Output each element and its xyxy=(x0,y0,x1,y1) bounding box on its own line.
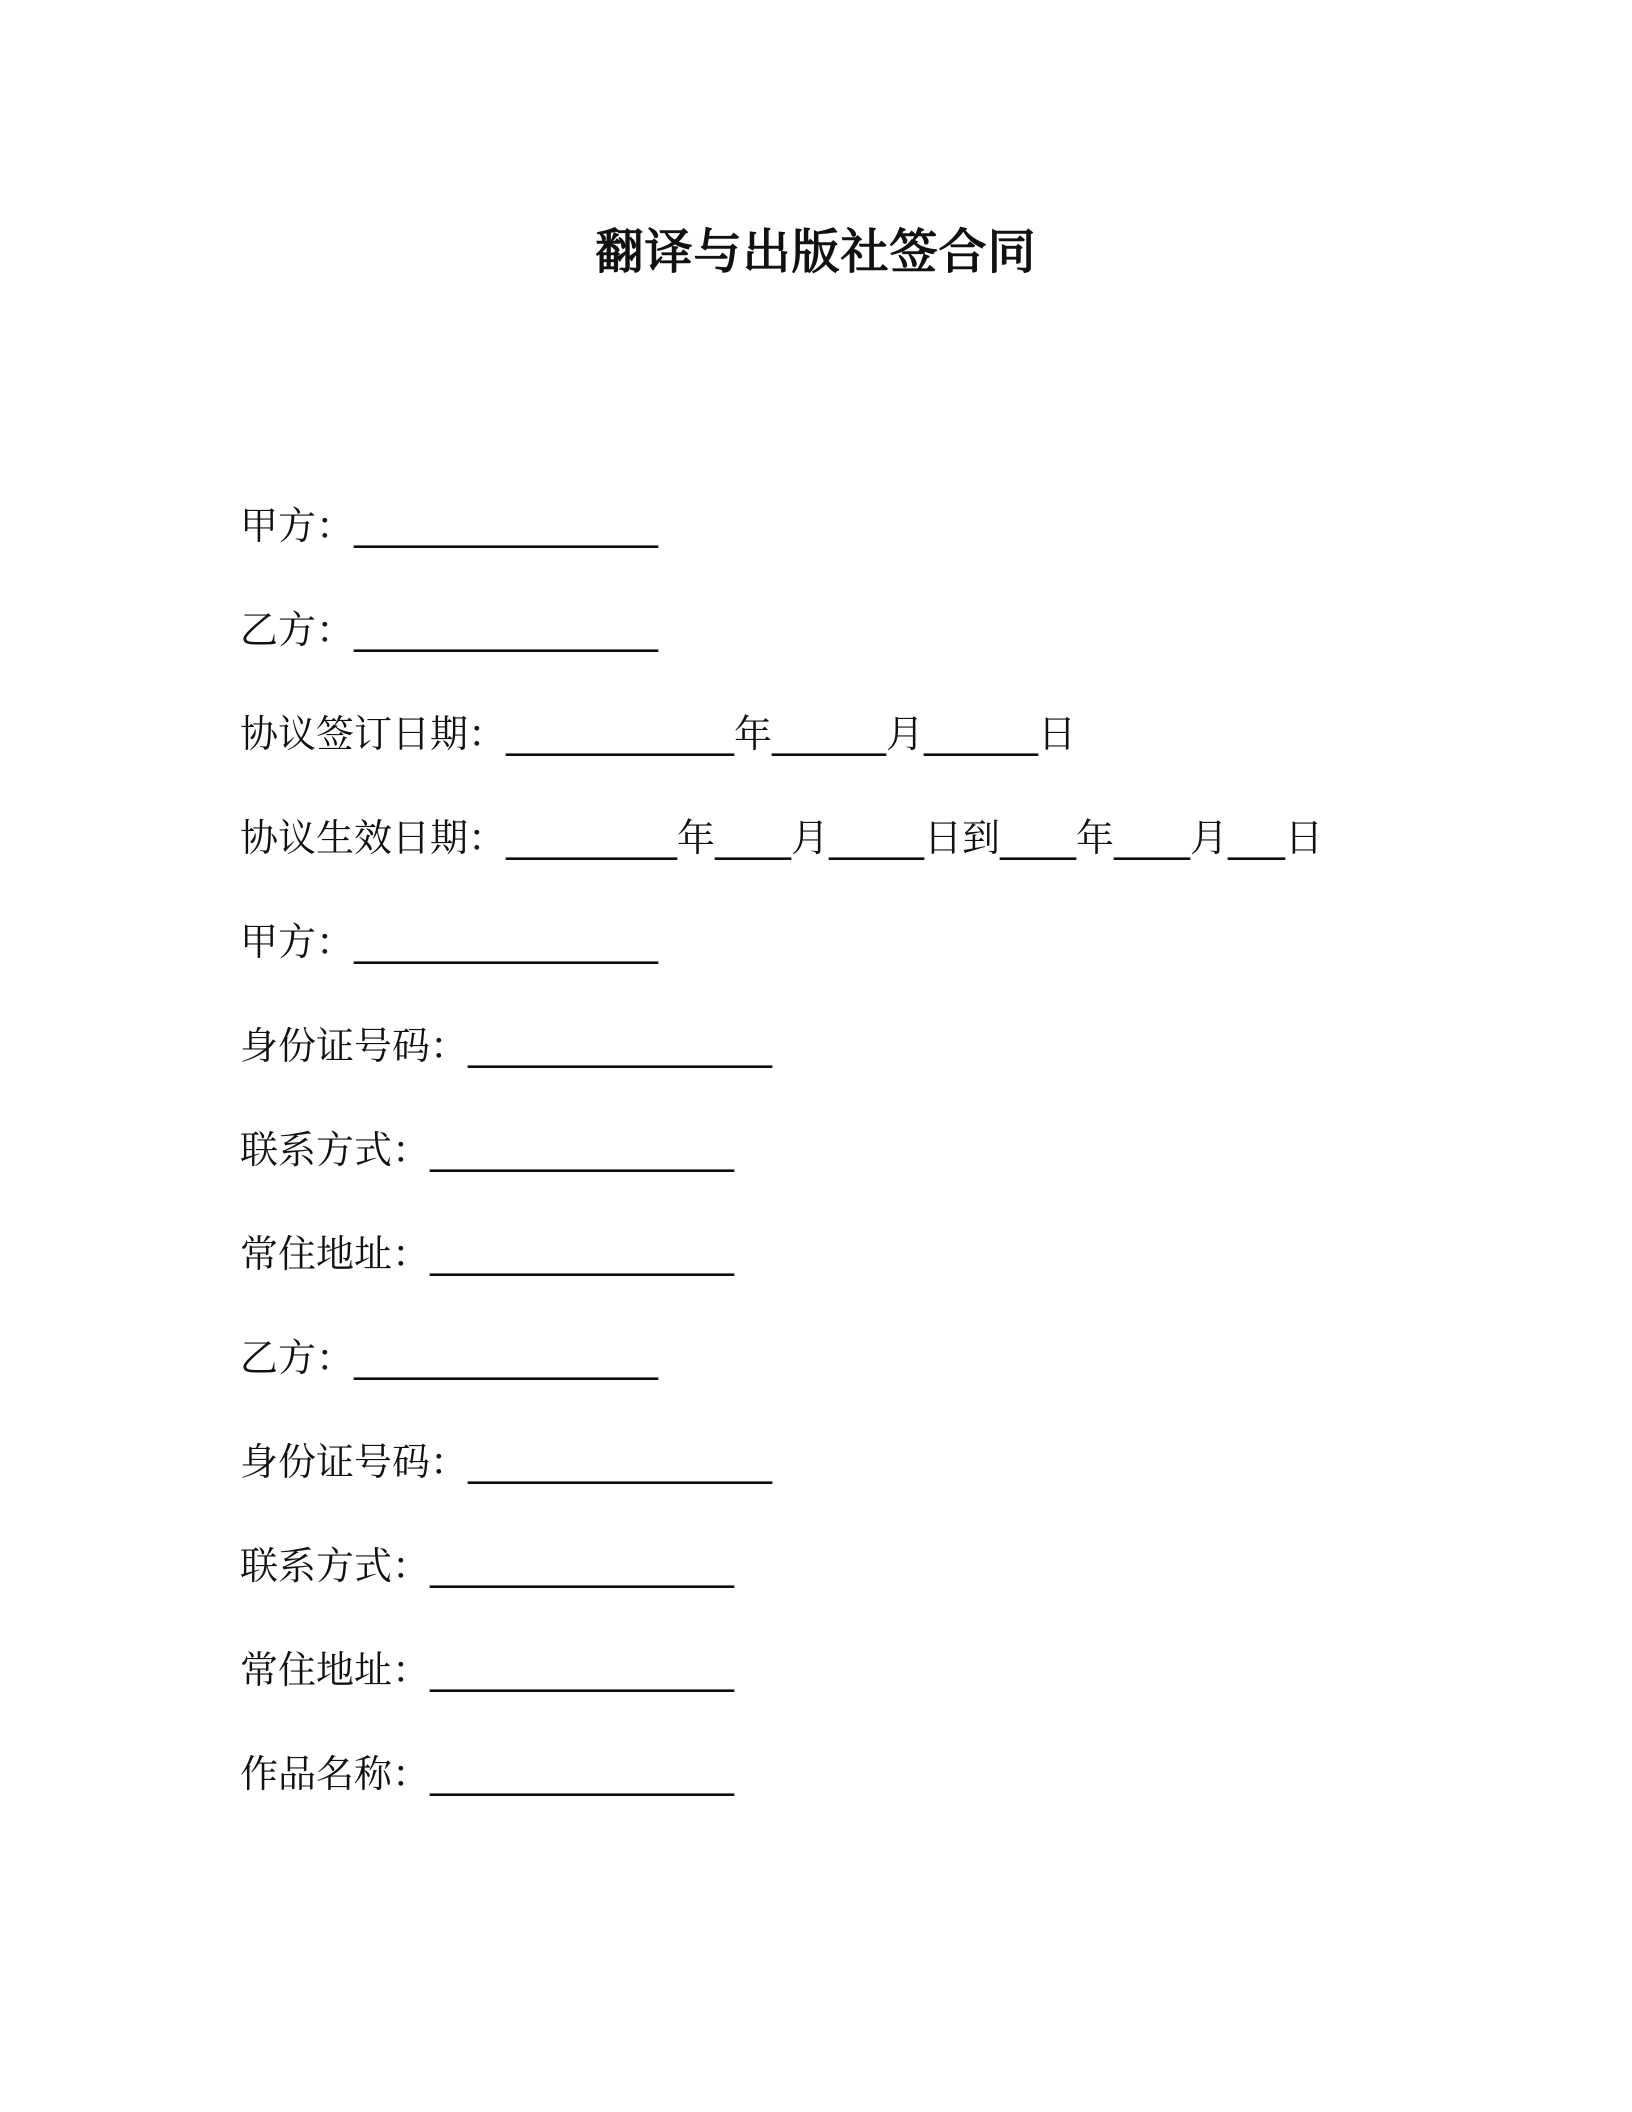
effective-date-field: 协议生效日期：_________年____月_____日到____年____月___日 xyxy=(240,816,1324,860)
party-a-field: 甲方：________________ xyxy=(240,504,659,548)
party-a-address-field: 常住地址：________________ xyxy=(240,1232,735,1276)
party-b-contact-field: 联系方式：________________ xyxy=(240,1544,735,1588)
document-title: 翻译与出版社签合同 xyxy=(595,224,1037,280)
party-b-name-field: 乙方：________________ xyxy=(240,1336,659,1380)
work-title-field: 作品名称：________________ xyxy=(240,1752,735,1796)
party-a-name-field: 甲方：________________ xyxy=(240,920,659,964)
contract-fields xyxy=(240,496,1440,1848)
party-b-address-field: 常住地址：________________ xyxy=(240,1648,735,1692)
party-b-field: 乙方：________________ xyxy=(240,608,659,652)
party-b-id-number-field: 身份证号码：________________ xyxy=(240,1440,773,1484)
party-a-id-number-field: 身份证号码：________________ xyxy=(240,1024,773,1068)
signing-date-field: 协议签订日期：____________年______月______日 xyxy=(240,712,1077,756)
party-a-contact-field: 联系方式：________________ xyxy=(240,1128,735,1172)
